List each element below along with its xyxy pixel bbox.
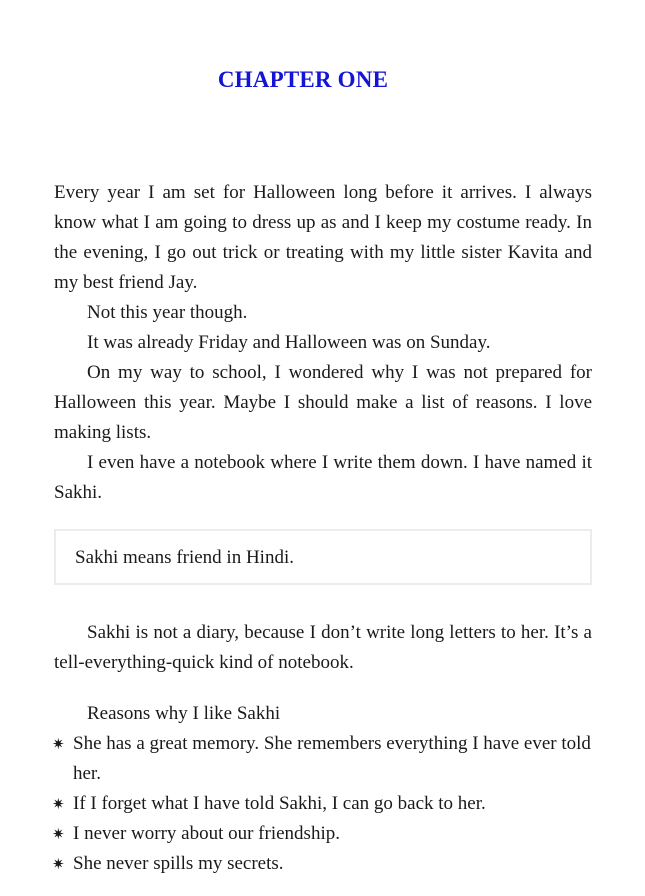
note-text: Sakhi means friend in Hindi.	[75, 547, 294, 568]
list-item-text: If I forget what I have told Sakhi, I can go back to her.	[73, 793, 486, 814]
note-box	[54, 529, 592, 585]
paragraph: Sakhi is not a diary, because I don’t write long letters to her. It’s a tell-everything-quick kind of notebook.	[54, 622, 592, 673]
paragraph: On my way to school, I wondered why I was not prepared for Halloween this year. Maybe I should make a list of reasons. I love making lists.	[54, 362, 592, 443]
paragraph: Every year I am set for Halloween long before it arrives. I always know what I am going to dress up as and I keep my costume ready. In the evening, I go out trick or treating with my little sister Kavita and my best friend Jay.	[54, 182, 592, 293]
list-item	[54, 849, 592, 879]
chapter-title: CHAPTER ONE	[217, 67, 389, 92]
chapter-body-continued	[54, 618, 592, 678]
star-bullet-icon: ✷	[52, 735, 65, 753]
list-item-text: She has a great memory. She remembers everything I have ever told her.	[73, 733, 591, 784]
star-bullet-icon: ✷	[52, 795, 65, 813]
paragraph: Not this year though.	[87, 302, 248, 323]
list-item-text: She never spills my secrets.	[73, 853, 284, 874]
paragraph: I even have a notebook where I write them down. I have named it Sakhi.	[54, 452, 592, 503]
star-bullet-icon: ✷	[52, 825, 65, 843]
paragraph: It was already Friday and Halloween was on Sunday.	[87, 332, 491, 353]
list-item	[54, 789, 592, 819]
list-item-text: I never worry about our friendship.	[73, 823, 340, 844]
star-bullet-icon: ✷	[52, 855, 65, 873]
reasons-list	[54, 729, 592, 879]
list-heading: Reasons why I like Sakhi	[87, 703, 281, 724]
list-item	[54, 729, 592, 789]
list-item	[54, 819, 592, 849]
chapter-body	[54, 178, 592, 508]
